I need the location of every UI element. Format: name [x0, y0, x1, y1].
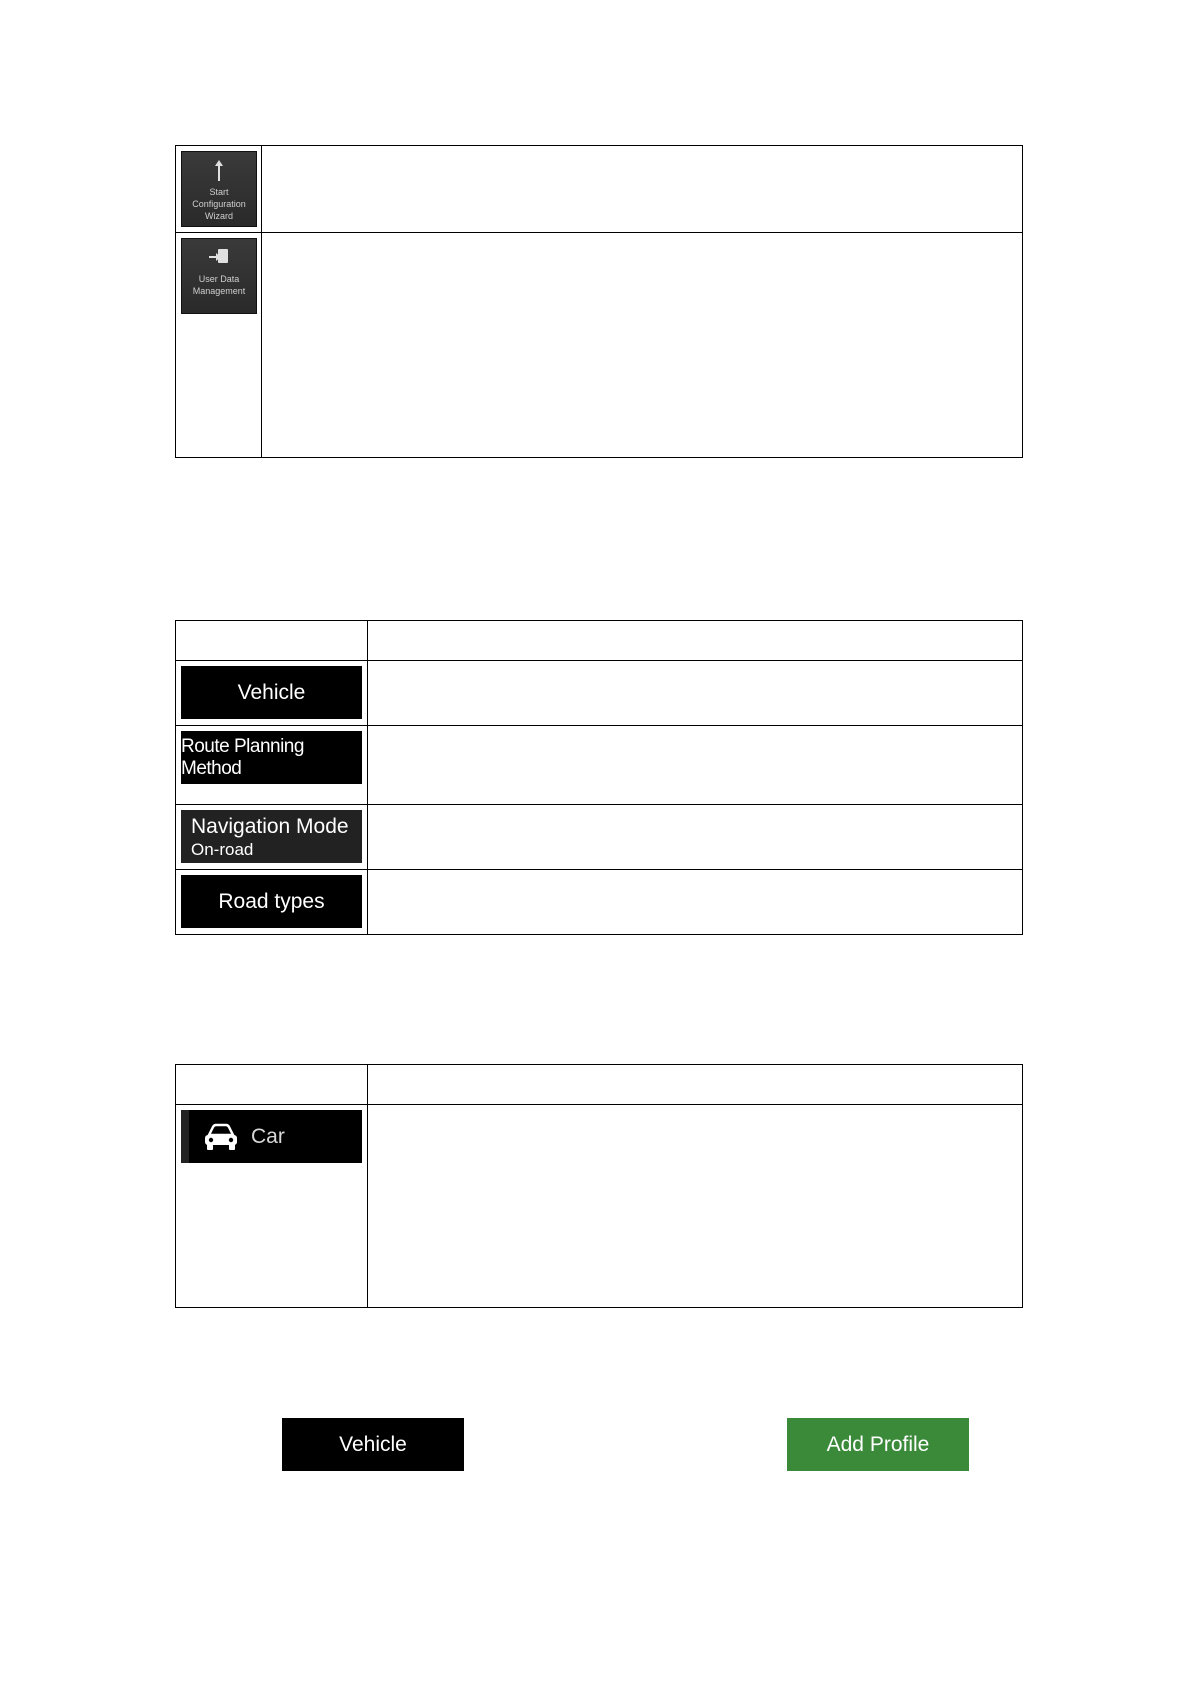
vehicle-button[interactable]: Vehicle	[181, 666, 362, 719]
import-sd-icon	[208, 247, 230, 269]
vehicle-button[interactable]: Vehicle	[282, 1418, 464, 1471]
road-types-button[interactable]: Road types	[181, 875, 362, 928]
table-cell	[176, 146, 262, 233]
table-row	[176, 661, 1023, 726]
route-settings-table	[175, 620, 1023, 935]
tile-label: Start Configuration Wizard	[192, 187, 246, 221]
table-cell	[176, 726, 368, 805]
table-cell	[176, 1105, 368, 1308]
header-cell	[176, 1065, 368, 1105]
header-cell	[176, 621, 368, 661]
description-cell	[262, 146, 1023, 233]
table-row	[176, 233, 1023, 458]
description-cell	[368, 661, 1023, 726]
description-cell	[368, 805, 1023, 870]
add-profile-button[interactable]: Add Profile	[787, 1418, 969, 1471]
table-cell	[176, 870, 368, 935]
header-cell	[368, 621, 1023, 661]
header-cell	[368, 1065, 1023, 1105]
table-cell	[176, 233, 262, 458]
start-configuration-wizard-tile[interactable]	[181, 151, 257, 227]
table-cell	[176, 661, 368, 726]
description-cell	[368, 726, 1023, 805]
description-cell	[262, 233, 1023, 458]
route-planning-method-button[interactable]: Route Planning Method	[181, 731, 362, 784]
table-row	[176, 805, 1023, 870]
table-row	[176, 726, 1023, 805]
table-cell	[176, 805, 368, 870]
user-data-management-tile[interactable]	[181, 238, 257, 314]
table-header-row	[176, 1065, 1023, 1105]
tile-label: User Data Management	[192, 274, 246, 296]
navigation-mode-label: Navigation Mode	[191, 814, 349, 838]
settings-table	[175, 145, 1023, 458]
car-label: Car	[251, 1124, 285, 1148]
car-icon	[203, 1123, 239, 1151]
wizard-arrow-icon	[212, 160, 226, 182]
table-row	[176, 146, 1023, 233]
table-header-row	[176, 621, 1023, 661]
navigation-mode-value: On-road	[191, 839, 254, 859]
description-cell	[368, 1105, 1023, 1308]
table-row	[176, 870, 1023, 935]
vehicle-table	[175, 1064, 1023, 1308]
navigation-mode-button[interactable]	[181, 810, 362, 863]
description-cell	[368, 870, 1023, 935]
table-row	[176, 1105, 1023, 1308]
car-button[interactable]	[181, 1110, 362, 1163]
